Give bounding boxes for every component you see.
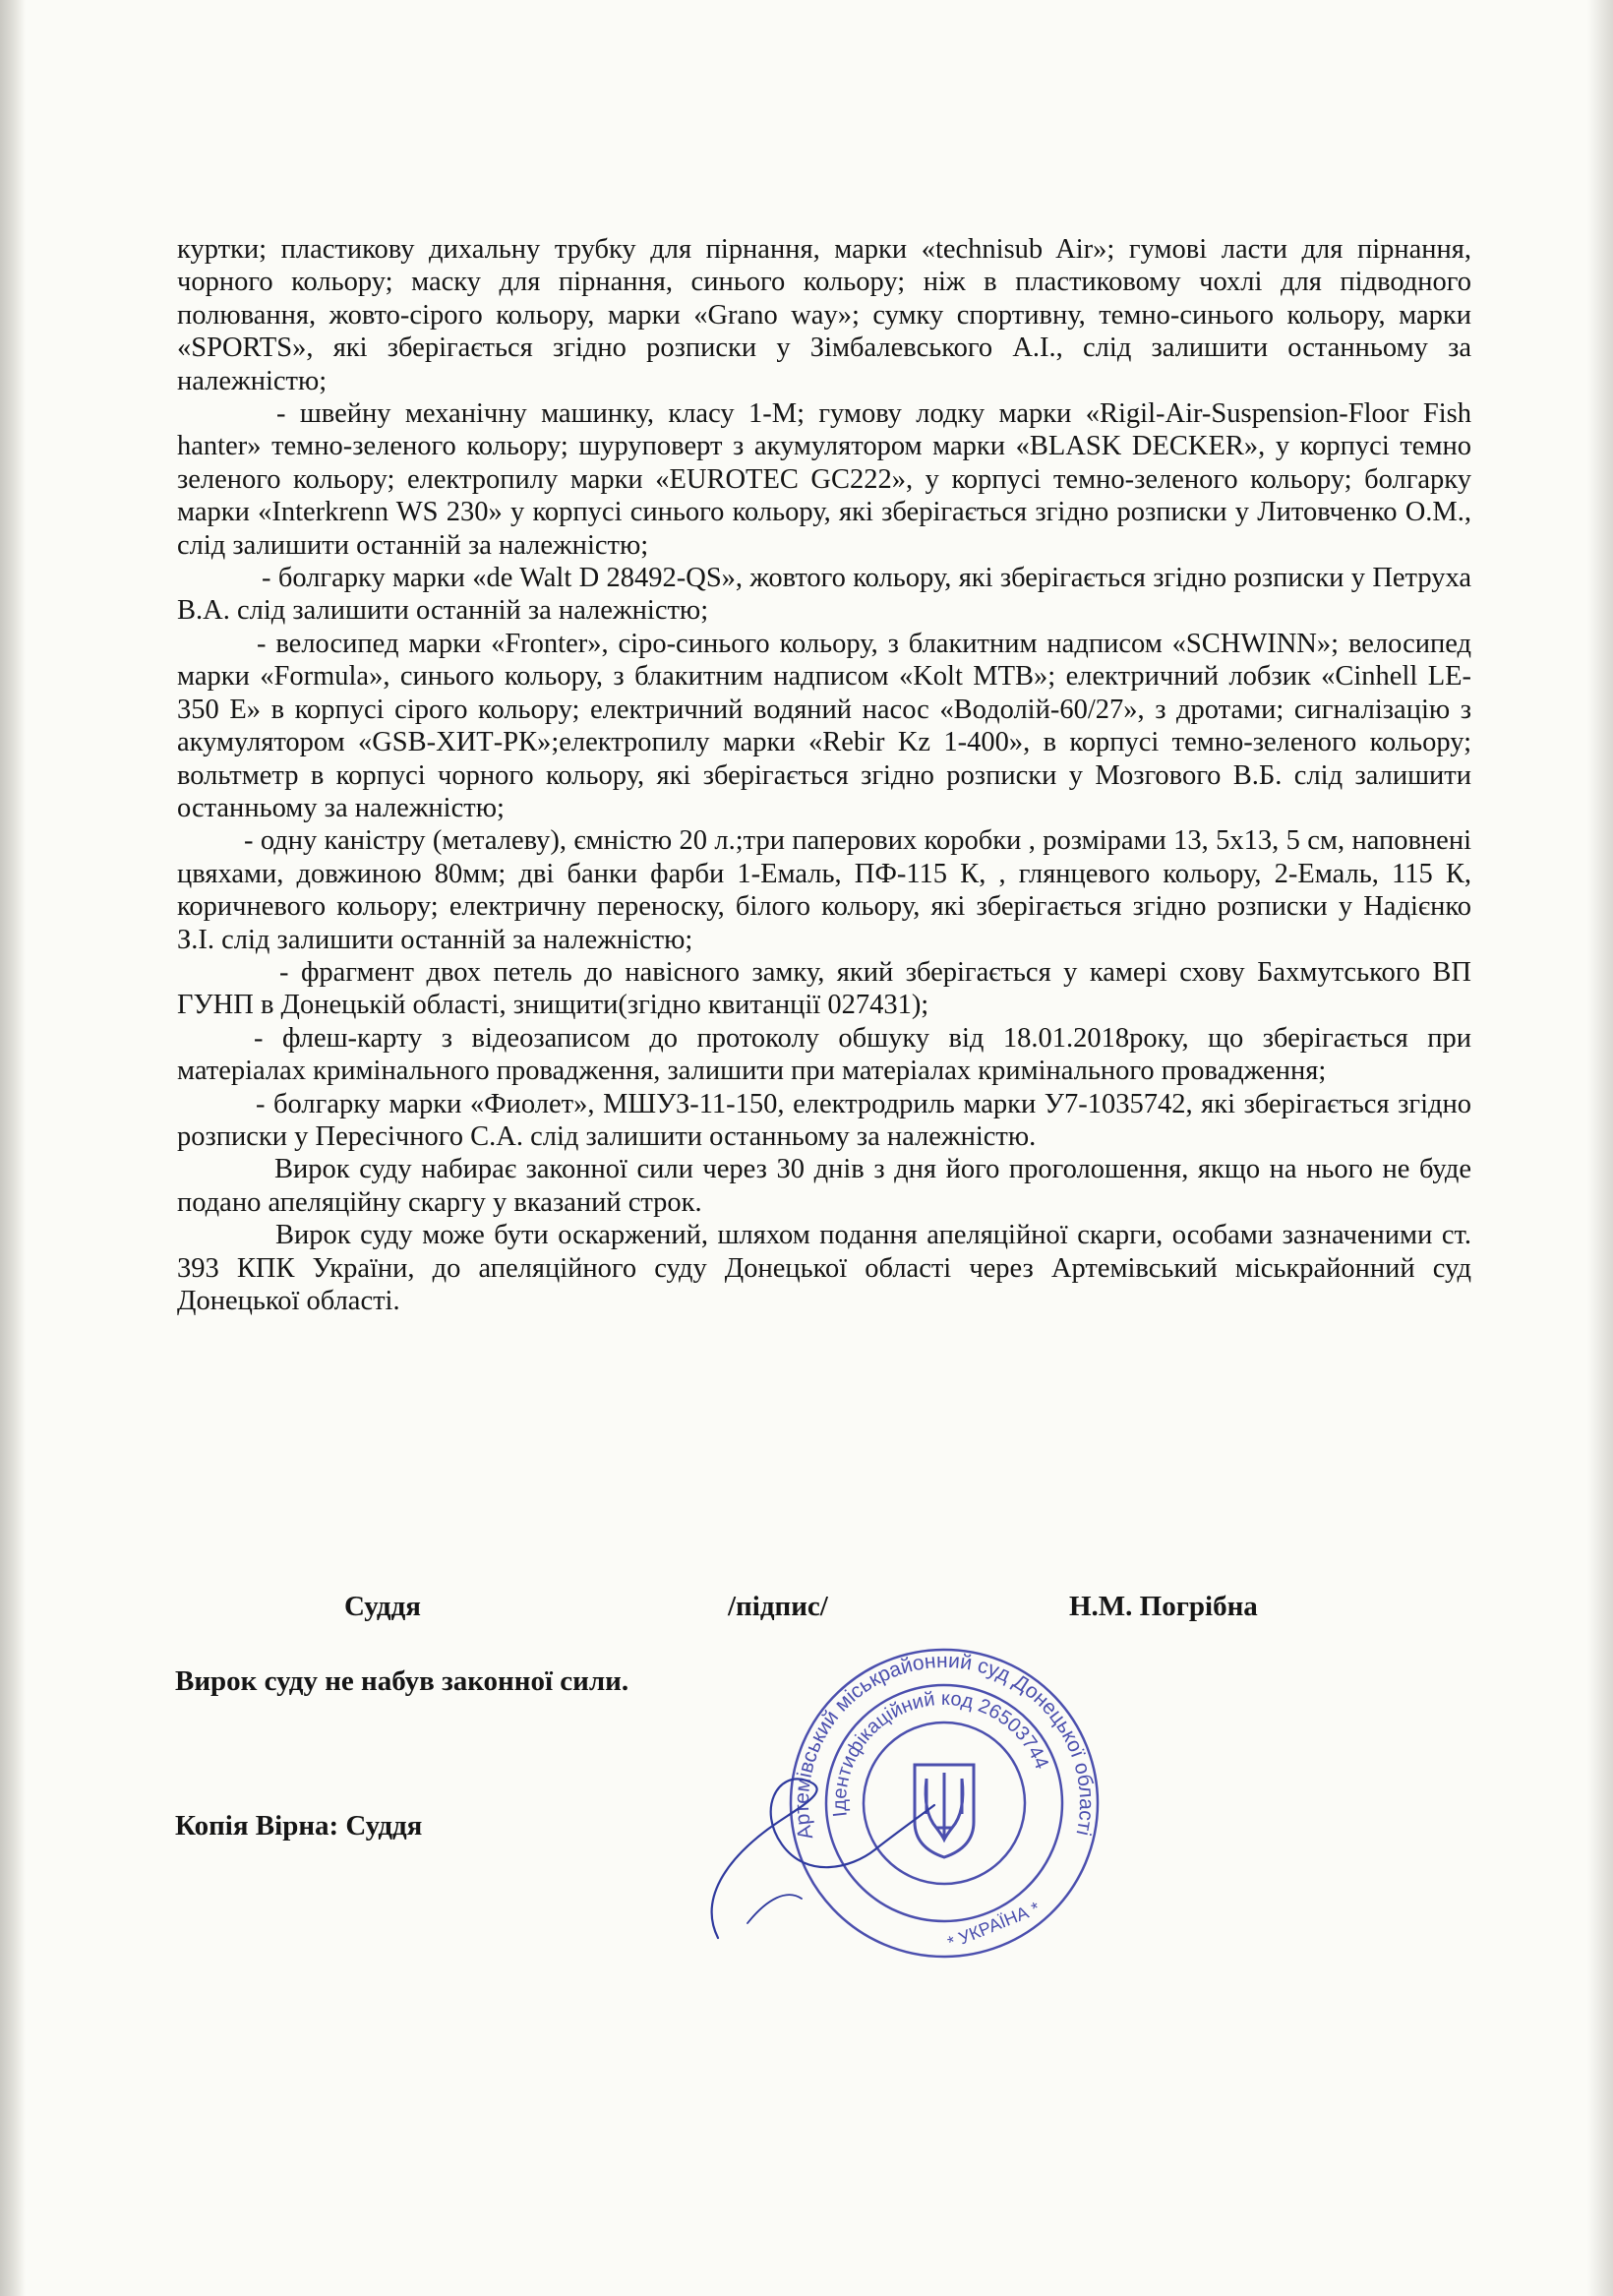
paragraph-3: - болгарку марки «de Walt D 28492-QS», жовтого кольору, які зберігається згідно розписки у Петруха В.А. слід залишити останній за належністю;	[177, 563, 1471, 627]
handwritten-signature	[688, 1751, 944, 1948]
paragraph-9: Вирок суду набирає законної сили через 30 днів з дня його проголошення, якщо на нього не буде подано апеляційну скаргу у вказаний строк.	[177, 1154, 1471, 1218]
paragraph-2: - швейну механічну машинку, класу 1-М; гумову лодку марки «Rigil-Air-Suspension-Floor Fish hanter» темно-зеленого кольору; шуруповерт з акумулятором марки «BLASK DECKER», у корпусі темно зеленого кольору; електропилу марки «EUROTEC GC222», у корпусі темно-зеленого кольору; болгарку марки «Interkrenn WS 230» у корпусі синього кольору, які зберігається згідно розписки у Литовченко О.М., слід залишити останній за належністю;	[177, 398, 1471, 561]
copy-note: Копія Вірна: Суддя	[175, 1810, 423, 1842]
judge-name: Н.М. Погрібна	[1069, 1591, 1258, 1622]
paragraph-1: куртки; пластикову дихальну трубку для пірнання, марки «technisub Air»; гумові ласти для пірнання, чорного кольору; маску для пірнання, синього кольору; ніж в пластиковому чохлі для підводного полювання, жовто-сірого кольору, марки «Grano way»; сумку спортивну, темно-синього кольору, марки «SPORTS», які зберігається згідно розписки у Зімбалевського А.І., слід залишити останньому за належністю;	[177, 234, 1471, 396]
stamp-bottom-text: * УКРАЇНА *	[944, 1898, 1043, 1954]
judge-label: Суддя	[344, 1591, 421, 1622]
paragraph-6: - фрагмент двох петель до навісного замку, який зберігається у камері схову Бахмутського ВП ГУНП в Донецькій області, знищити(згідно квитанції 027431);	[177, 956, 1471, 1021]
scan-edge-right	[1587, 0, 1613, 2296]
paragraph-4: - велосипед марки «Fronter», сіро-синього кольору, з блакитним надписом «SCHWINN»; велосипед марки «Formula», синього кольору, з блакитним надписом «Kolt MTB»; електричний лобзик «Cinhell LE-350 E» в корпусі сірого кольору; електричний водяний насос «Водолій-60/27», з дротами; сигналізацію з акумулятором «GSB-ХИТ-РК»;електропилу марки «Rebir Kz 1-400», в корпусі темно-зеленого кольору; вольтметр в корпусі чорного кольору, які зберігається згідно розписки у Мозгового В.Б. слід залишити останньому за належністю;	[177, 628, 1471, 823]
signature-mark: /підпис/	[728, 1591, 828, 1622]
stamp-inner-text: Ідентифікаційний код 26503744	[828, 1687, 1053, 1819]
scan-edge-left	[0, 0, 26, 2296]
status-note: Вирок суду не набув законної сили.	[175, 1665, 629, 1697]
paragraph-10: Вирок суду може бути оскаржений, шляхом подання апеляційної скарги, особами зазначеними ст. 393 КПК України, до апеляційного суду Донецької області через Артемівський міськрайонний суд Донецької області.	[177, 1220, 1471, 1316]
paragraph-8: - болгарку марки «Фиолет», МШУЗ-11-150, електродриль марки У7-1035742, які зберігається згідно розписки у Пересічного С.А. слід залишити останньому за належністю.	[177, 1088, 1471, 1152]
stamp-outer-text: Артемівський міськрайонний суд Донецької області	[790, 1649, 1099, 1843]
paragraph-7: - флеш-карту з відеозаписом до протоколу обшуку від 18.01.2018року, що зберігається при матеріалах кримінального провадження, залишити при матеріалах кримінального провадження;	[177, 1022, 1471, 1087]
paragraph-5: - одну каністру (металеву), ємністю 20 л.;три паперових коробки , розмірами 13, 5х13, 5 см, наповнені цвяхами, довжиною 80мм; дві банки фарби 1-Емаль, ПФ-115 К, , глянцевого кольору, 2-Емаль, 115 К, коричневого кольору; електричну переноску, білого кольору, які зберігається згідно розписки у Надієнко З.І. слід залишити останній за належністю;	[177, 825, 1471, 955]
verdict-body	[177, 233, 1471, 1317]
